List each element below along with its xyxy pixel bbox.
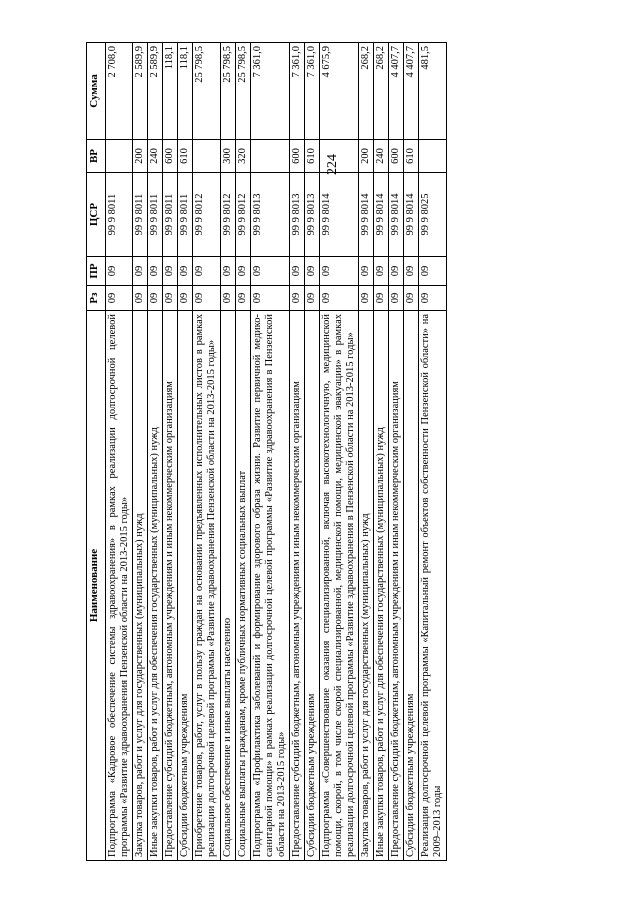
- cell-csr: 99 9 8011: [133, 173, 148, 257]
- table-row: [193, 43, 220, 861]
- cell-name: Субсидии бюджетным учреждениям: [404, 311, 419, 861]
- cell-rz: 09: [250, 286, 289, 311]
- cell-name: Приобретение товаров, работ, услуг в пользу граждан на основании предъявленных исполнительных листов в рамках реализации долгосрочной целевой программы «Развитие здравоохранения Пензенской области на 2013-2015 годы»: [193, 311, 220, 861]
- cell-name: Субсидии бюджетным учреждениям: [304, 311, 319, 861]
- cell-csr: 99 9 8013: [304, 173, 319, 257]
- cell-pr: 09: [419, 257, 446, 286]
- cell-sum: 25 798,5: [235, 43, 250, 140]
- cell-rz: 09: [319, 286, 358, 311]
- cell-pr: 09: [389, 257, 404, 286]
- cell-sum: 7 361,0: [304, 43, 319, 140]
- cell-rz: 09: [148, 286, 163, 311]
- table-row: [220, 43, 235, 861]
- table-row: [374, 43, 389, 861]
- cell-name: Подпрограмма «Профилактика заболеваний и формирование здорового образа жизни. Развитие первичной медико-санитарной помощи» в рамках реализации долгосрочной целевой программы «Развитие здравоохранения в Пензенской области на 2013-2015 годы»: [250, 311, 289, 861]
- header-csr: ЦСР: [87, 173, 106, 257]
- header-vr: ВР: [87, 140, 106, 173]
- cell-name: Подпрограмма «Кадровое обеспечение системы здравоохранения» в рамках реализации долгосрочной целевой программы «Развитие здравоохранения Пензенской области на 2013-2015 годы»: [106, 311, 133, 861]
- cell-vr: 320: [235, 140, 250, 173]
- cell-rz: 09: [133, 286, 148, 311]
- cell-rz: 09: [106, 286, 133, 311]
- cell-name: Реализация долгосрочной целевой программы «Капитальный ремонт объектов собственности Пензенской области» на 2009–2013 годы: [419, 311, 446, 861]
- cell-pr: 09: [319, 257, 358, 286]
- cell-csr: 99 9 8014: [359, 173, 374, 257]
- cell-csr: 99 9 8011: [178, 173, 193, 257]
- table-row: [359, 43, 374, 861]
- cell-csr: 99 9 8014: [404, 173, 419, 257]
- cell-pr: 09: [374, 257, 389, 286]
- cell-csr: 99 9 8012: [235, 173, 250, 257]
- cell-pr: 09: [235, 257, 250, 286]
- cell-vr: 200: [133, 140, 148, 173]
- cell-rz: 09: [359, 286, 374, 311]
- table-header-row: [87, 43, 106, 861]
- cell-name: Иные закупки товаров, работ и услуг для обеспечения государственных (муниципальных) нужд: [374, 311, 389, 861]
- cell-sum: 25 798,5: [220, 43, 235, 140]
- cell-pr: 09: [250, 257, 289, 286]
- cell-rz: 09: [193, 286, 220, 311]
- cell-name: Предоставление субсидий бюджетным, автономным учреждениям и иным некоммерческим организациям: [289, 311, 304, 861]
- table-row: [389, 43, 404, 861]
- cell-pr: 09: [163, 257, 178, 286]
- cell-csr: 99 9 8011: [106, 173, 133, 257]
- cell-csr: 99 9 8011: [148, 173, 163, 257]
- cell-rz: 09: [304, 286, 319, 311]
- cell-vr: 600: [389, 140, 404, 173]
- header-sum: Сумма: [87, 43, 106, 140]
- cell-sum: 481,5: [419, 43, 446, 140]
- cell-vr: [193, 140, 220, 173]
- cell-csr: 99 9 8014: [374, 173, 389, 257]
- cell-sum: 4 407,7: [389, 43, 404, 140]
- table-row: [419, 43, 446, 861]
- table-row: [106, 43, 133, 861]
- cell-sum: 7 361,0: [250, 43, 289, 140]
- cell-pr: 09: [359, 257, 374, 286]
- cell-name: Предоставление субсидий бюджетным, автономным учреждениям и иным некоммерческим организациям: [163, 311, 178, 861]
- cell-rz: 09: [220, 286, 235, 311]
- page-number: 224: [325, 154, 340, 175]
- table-row: [133, 43, 148, 861]
- table-row: [289, 43, 304, 861]
- cell-vr: 240: [374, 140, 389, 173]
- table-row: [304, 43, 319, 861]
- cell-vr: [250, 140, 289, 173]
- cell-name: Закупка товаров, работ и услуг для государственных (муниципальных) нужд: [359, 311, 374, 861]
- rotated-table-container: [86, 43, 558, 861]
- cell-pr: 09: [193, 257, 220, 286]
- table-row: [250, 43, 289, 861]
- cell-rz: 09: [374, 286, 389, 311]
- cell-sum: 2 708,0: [106, 43, 133, 140]
- cell-name: Субсидии бюджетным учреждениям: [178, 311, 193, 861]
- cell-sum: 4 675,9: [319, 43, 358, 140]
- cell-csr: 99 9 8014: [389, 173, 404, 257]
- cell-vr: 610: [178, 140, 193, 173]
- cell-name: Социальное обеспечение и иные выплаты населению: [220, 311, 235, 861]
- cell-sum: 118,1: [178, 43, 193, 140]
- cell-pr: 09: [304, 257, 319, 286]
- cell-vr: 600: [289, 140, 304, 173]
- cell-rz: 09: [389, 286, 404, 311]
- cell-vr: 200: [359, 140, 374, 173]
- cell-vr: 600: [163, 140, 178, 173]
- cell-sum: 2 589,9: [148, 43, 163, 140]
- cell-sum: 25 798,5: [193, 43, 220, 140]
- header-pr: ПР: [87, 257, 106, 286]
- cell-pr: 09: [220, 257, 235, 286]
- cell-rz: 09: [178, 286, 193, 311]
- cell-pr: 09: [133, 257, 148, 286]
- cell-rz: 09: [235, 286, 250, 311]
- cell-vr: [106, 140, 133, 173]
- cell-vr: [419, 140, 446, 173]
- cell-vr: 610: [404, 140, 419, 173]
- cell-name: Закупка товаров, работ и услуг для государственных (муниципальных) нужд: [133, 311, 148, 861]
- cell-sum: 118,1: [163, 43, 178, 140]
- table-row: [148, 43, 163, 861]
- cell-csr: 99 9 8013: [250, 173, 289, 257]
- header-rz: Рз: [87, 286, 106, 311]
- cell-csr: 99 9 8013: [289, 173, 304, 257]
- cell-sum: 268,2: [359, 43, 374, 140]
- table-row: [163, 43, 178, 861]
- cell-csr: 99 9 8012: [193, 173, 220, 257]
- cell-pr: 09: [148, 257, 163, 286]
- cell-name: Социальные выплаты гражданам, кроме публичных нормативных социальных выплат: [235, 311, 250, 861]
- cell-rz: 09: [163, 286, 178, 311]
- cell-sum: 2 589,9: [133, 43, 148, 140]
- cell-sum: 268,2: [374, 43, 389, 140]
- cell-name: Подпрограмма «Совершенствование оказания специализированной, включая высокотехнологичную, медицинской помощи, скорой, в том числе скорой специализированной, медицинской помощи, медицинской эвакуации» в рамках реализации долгосрочной целевой программы «Развитие здравоохранения в Пензенской области на 2013-2015 годы»: [319, 311, 358, 861]
- cell-rz: 09: [419, 286, 446, 311]
- cell-pr: 09: [404, 257, 419, 286]
- header-name: Наименование: [87, 311, 106, 861]
- table-row: [235, 43, 250, 861]
- table-row: [404, 43, 419, 861]
- table-row: [178, 43, 193, 861]
- cell-sum: 4 407,7: [404, 43, 419, 140]
- cell-rz: 09: [404, 286, 419, 311]
- cell-name: Иные закупки товаров, работ и услуг для обеспечения государственных (муниципальных) нужд: [148, 311, 163, 861]
- budget-table: [86, 42, 447, 861]
- cell-sum: 7 361,0: [289, 43, 304, 140]
- cell-csr: 99 9 8014: [319, 173, 358, 257]
- cell-vr: [319, 140, 358, 173]
- table-row: [319, 43, 358, 861]
- cell-pr: 09: [106, 257, 133, 286]
- cell-csr: 99 9 8012: [220, 173, 235, 257]
- cell-pr: 09: [289, 257, 304, 286]
- cell-vr: 300: [220, 140, 235, 173]
- cell-name: Предоставление субсидий бюджетным, автономным учреждениям и иным некоммерческим организациям: [389, 311, 404, 861]
- cell-csr: 99 9 8025: [419, 173, 446, 257]
- cell-vr: 240: [148, 140, 163, 173]
- cell-rz: 09: [289, 286, 304, 311]
- cell-csr: 99 9 8011: [163, 173, 178, 257]
- cell-vr: 610: [304, 140, 319, 173]
- cell-pr: 09: [178, 257, 193, 286]
